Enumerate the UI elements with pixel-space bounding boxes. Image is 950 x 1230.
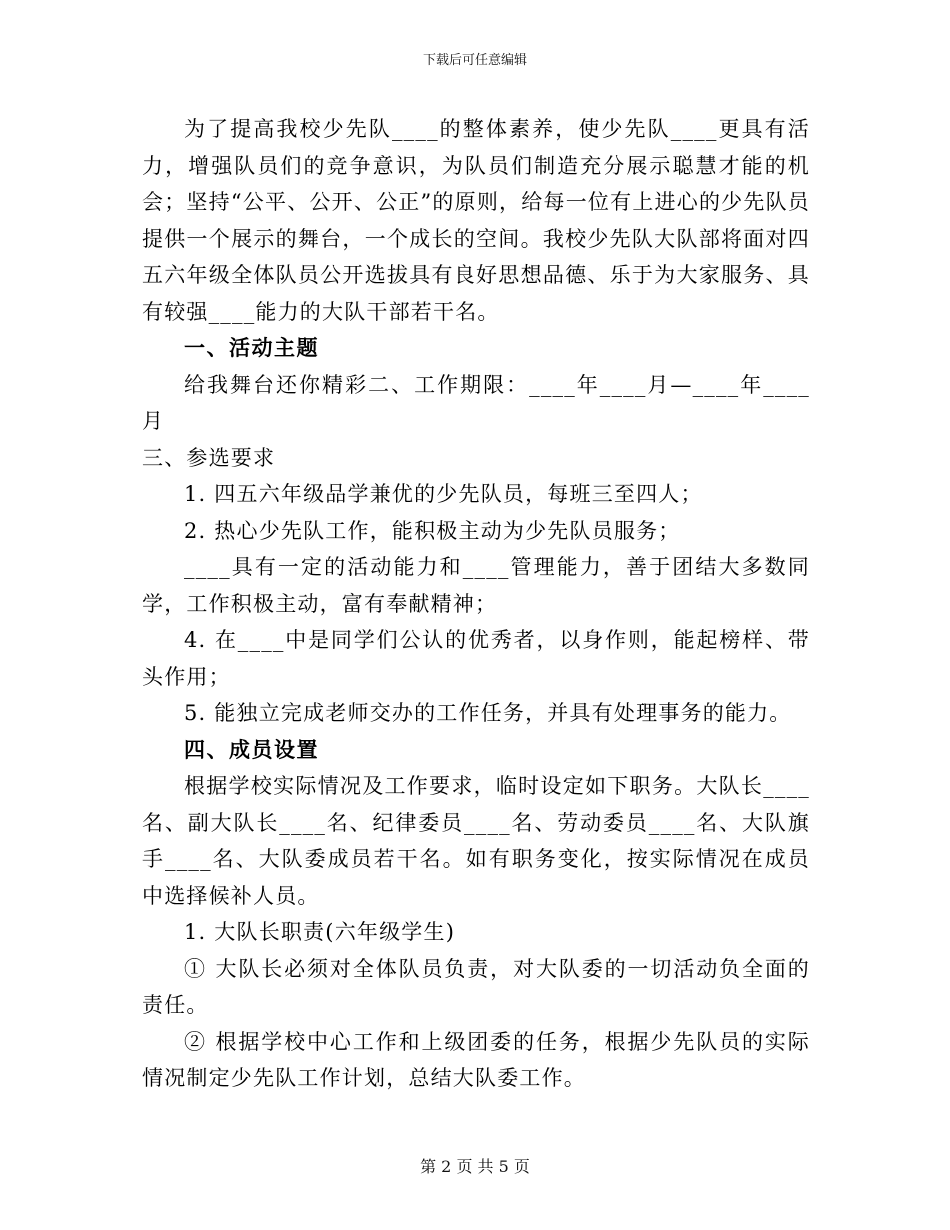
- requirement-item-1: 1. 四五六年级品学兼优的少先队员，每班三至四人；: [184, 482, 703, 506]
- section-heading-activity-theme: 一、活动主题: [184, 335, 319, 360]
- duty-item-2: ② 根据学校中心工作和上级团委的任务，根据少先队员的实际情况制定少先队工作计划，总结大队委工作。: [142, 1029, 810, 1090]
- requirement-item-4: 4. 在____中是同学们公认的优秀者，以身作则，能起榜样、带头作用；: [142, 628, 810, 689]
- duty-title: 1. 大队长职责(六年级学生): [184, 920, 456, 944]
- page-header: 下载后可任意编辑: [422, 53, 527, 68]
- requirement-item-2: 2. 热心少先队工作，能积极主动为少先队员服务；: [184, 518, 681, 543]
- document-body: [142, 111, 810, 1097]
- section-heading-member-setup: 四、成员设置: [184, 736, 319, 762]
- page-number: 第 2 页 共 5 页: [420, 1157, 530, 1176]
- section-heading-requirements: 三、参选要求: [142, 445, 276, 470]
- theme-and-period-paragraph: 给我舞台还你精彩二、工作期限：____年____月—____年____月: [142, 372, 810, 433]
- duty-item-1: ① 大队长必须对全体队员负责，对大队委的一切活动负全面的责任。: [142, 956, 810, 1017]
- member-setup-paragraph: 根据学校实际情况及工作要求，临时设定如下职务。大队长____名、副大队长____名、纪律委员____名、劳动委员____名、大队旗手____名、大队委成员若干名。如有职务变化，按实际情况在成员中选择候补人员。: [142, 774, 810, 908]
- intro-paragraph: 为了提高我校少先队____的整体素养，使少先队____更具有活力，增强队员们的竞争意识，为队员们制造充分展示聪慧才能的机会；坚持“公平、公开、公正”的原则，给每一位有上进心的少先队员提供一个展示的舞台，一个成长的空间。我校少先队大队部将面对四五六年级全体队员公开选拔具有良好思想品德、乐于为大家服务、具有较强____能力的大队干部若干名。: [142, 117, 810, 324]
- requirement-item-3: ____具有一定的活动能力和____管理能力，善于团结大多数同学，工作积极主动，富有奉献精神；: [142, 555, 810, 616]
- requirement-item-5: 5. 能独立完成老师交办的工作任务，并具有处理事务的能力。: [184, 701, 792, 725]
